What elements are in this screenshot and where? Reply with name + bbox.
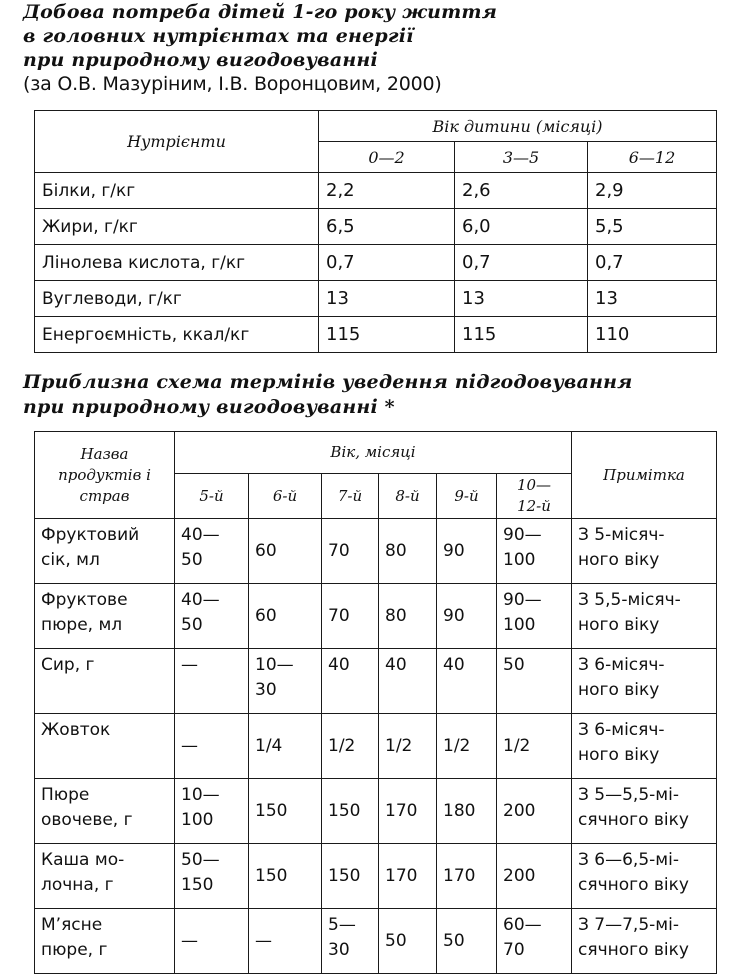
product-name: Фруктове пюре, мл: [35, 584, 175, 649]
row-label: Білки, г/кг: [35, 173, 319, 209]
table-row: [35, 281, 717, 317]
header-month-10-12: [497, 474, 572, 519]
cell-value: 6,0: [455, 209, 588, 245]
header-nutrients: Нутрієнти: [35, 111, 319, 173]
cell-month-10-12: 1/2: [497, 714, 572, 779]
cell-month-6: 10— 30: [249, 649, 322, 714]
header-age-6-12: 6—12: [588, 142, 717, 173]
cell-month-8: 40: [379, 649, 437, 714]
cell-note: З 7—7,5-мі- сячного віку: [572, 909, 717, 974]
cell-month-5: 10— 100: [175, 779, 249, 844]
product-name: Каша мо- лочна, г: [35, 844, 175, 909]
cell-month-9: 90: [437, 519, 497, 584]
header-product: [35, 432, 175, 519]
header-month-6: 6-й: [249, 474, 322, 519]
cell-month-5: —: [175, 714, 249, 779]
product-name: Пюре овочеве, г: [35, 779, 175, 844]
cell-month-6: 60: [249, 584, 322, 649]
header-age-months: Вік, місяці: [175, 432, 572, 474]
cell-value: 2,6: [455, 173, 588, 209]
table-row: [35, 317, 717, 353]
cell-month-6: 1/4: [249, 714, 322, 779]
cell-value: 2,2: [319, 173, 455, 209]
cell-month-8: 80: [379, 519, 437, 584]
table-row: [35, 779, 717, 844]
cell-month-5: —: [175, 909, 249, 974]
table2-title-line-2: при природному вигодовуванні *: [23, 396, 395, 418]
header-product-line: Назва: [80, 444, 129, 463]
cell-month-5: 50— 150: [175, 844, 249, 909]
cell-month-5: —: [175, 649, 249, 714]
cell-month-8: 170: [379, 779, 437, 844]
header-product-line: страв: [79, 486, 130, 505]
cell-month-9: 1/2: [437, 714, 497, 779]
cell-month-7: 40: [322, 649, 379, 714]
cell-month-8: 80: [379, 584, 437, 649]
cell-note: З 6-місяч- ного віку: [572, 649, 717, 714]
product-name: М’ясне пюре, г: [35, 909, 175, 974]
cell-month-8: 170: [379, 844, 437, 909]
cell-value: 13: [588, 281, 717, 317]
cell-month-9: 180: [437, 779, 497, 844]
cell-value: 5,5: [588, 209, 717, 245]
cell-month-6: 150: [249, 779, 322, 844]
cell-note: З 6-місяч- ного віку: [572, 714, 717, 779]
cell-month-10-12: 90— 100: [497, 584, 572, 649]
table1-source: (за О.В. Мазуріним, І.В. Воронцовим, 2000): [23, 73, 442, 95]
cell-month-7: 70: [322, 519, 379, 584]
cell-month-9: 50: [437, 909, 497, 974]
cell-value: 13: [319, 281, 455, 317]
row-label: Вуглеводи, г/кг: [35, 281, 319, 317]
cell-month-7: 5— 30: [322, 909, 379, 974]
header-age-0-2: 0—2: [319, 142, 455, 173]
header-month-8: 8-й: [379, 474, 437, 519]
header-product-line: продуктів і: [58, 465, 151, 484]
row-label: Жири, г/кг: [35, 209, 319, 245]
header-month-9: 9-й: [437, 474, 497, 519]
table-row: [35, 519, 717, 584]
cell-note: З 5—5,5-мі- сячного віку: [572, 779, 717, 844]
cell-value: 115: [455, 317, 588, 353]
cell-value: 0,7: [588, 245, 717, 281]
table-row: [35, 649, 717, 714]
table-row: [35, 209, 717, 245]
header-age-3-5: 3—5: [455, 142, 588, 173]
cell-note: З 5-місяч- ного віку: [572, 519, 717, 584]
table1-title-line-3: при природному вигодовуванні: [23, 49, 378, 71]
product-name: Сир, г: [35, 649, 175, 714]
table-row: [35, 844, 717, 909]
cell-note: З 5,5-місяч- ного віку: [572, 584, 717, 649]
nutrient-needs-table: [34, 110, 717, 353]
product-name: Жовток: [35, 714, 175, 779]
header-month-7: 7-й: [322, 474, 379, 519]
header-month-line: 10—: [516, 476, 552, 494]
header-month-line: 12-й: [517, 497, 551, 515]
row-label: Енергоємність, ккал/кг: [35, 317, 319, 353]
cell-month-9: 90: [437, 584, 497, 649]
cell-month-7: 70: [322, 584, 379, 649]
header-note: Примітка: [572, 432, 717, 519]
cell-month-6: —: [249, 909, 322, 974]
cell-value: 115: [319, 317, 455, 353]
cell-value: 0,7: [319, 245, 455, 281]
cell-month-10-12: 90— 100: [497, 519, 572, 584]
cell-value: 2,9: [588, 173, 717, 209]
cell-month-9: 170: [437, 844, 497, 909]
cell-month-7: 150: [322, 779, 379, 844]
cell-note: З 6—6,5-мі- сячного віку: [572, 844, 717, 909]
cell-month-6: 60: [249, 519, 322, 584]
table1-title-line-1: Добова потреба дітей 1-го року життя: [23, 1, 498, 23]
table1-title-line-2: в головних нутрієнтах та енергії: [23, 25, 414, 47]
cell-month-6: 150: [249, 844, 322, 909]
cell-value: 0,7: [455, 245, 588, 281]
cell-value: 6,5: [319, 209, 455, 245]
cell-month-5: 40— 50: [175, 519, 249, 584]
product-name: Фруктовий сік, мл: [35, 519, 175, 584]
complementary-feeding-table: [34, 431, 717, 974]
table2-title-line-1: Приблизна схема термінів уведення підгодовування: [23, 371, 633, 393]
cell-month-5: 40— 50: [175, 584, 249, 649]
table-row: [35, 909, 717, 974]
header-month-5: 5-й: [175, 474, 249, 519]
table-row: [35, 245, 717, 281]
table-row: [35, 714, 717, 779]
cell-month-8: 1/2: [379, 714, 437, 779]
cell-value: 110: [588, 317, 717, 353]
table-row: [35, 584, 717, 649]
cell-month-10-12: 50: [497, 649, 572, 714]
cell-month-9: 40: [437, 649, 497, 714]
header-age-group: Вік дитини (місяці): [319, 111, 717, 142]
cell-month-7: 1/2: [322, 714, 379, 779]
table-row: [35, 173, 717, 209]
cell-month-10-12: 60— 70: [497, 909, 572, 974]
cell-value: 13: [455, 281, 588, 317]
row-label: Лінолева кислота, г/кг: [35, 245, 319, 281]
cell-month-8: 50: [379, 909, 437, 974]
cell-month-10-12: 200: [497, 779, 572, 844]
cell-month-10-12: 200: [497, 844, 572, 909]
cell-month-7: 150: [322, 844, 379, 909]
